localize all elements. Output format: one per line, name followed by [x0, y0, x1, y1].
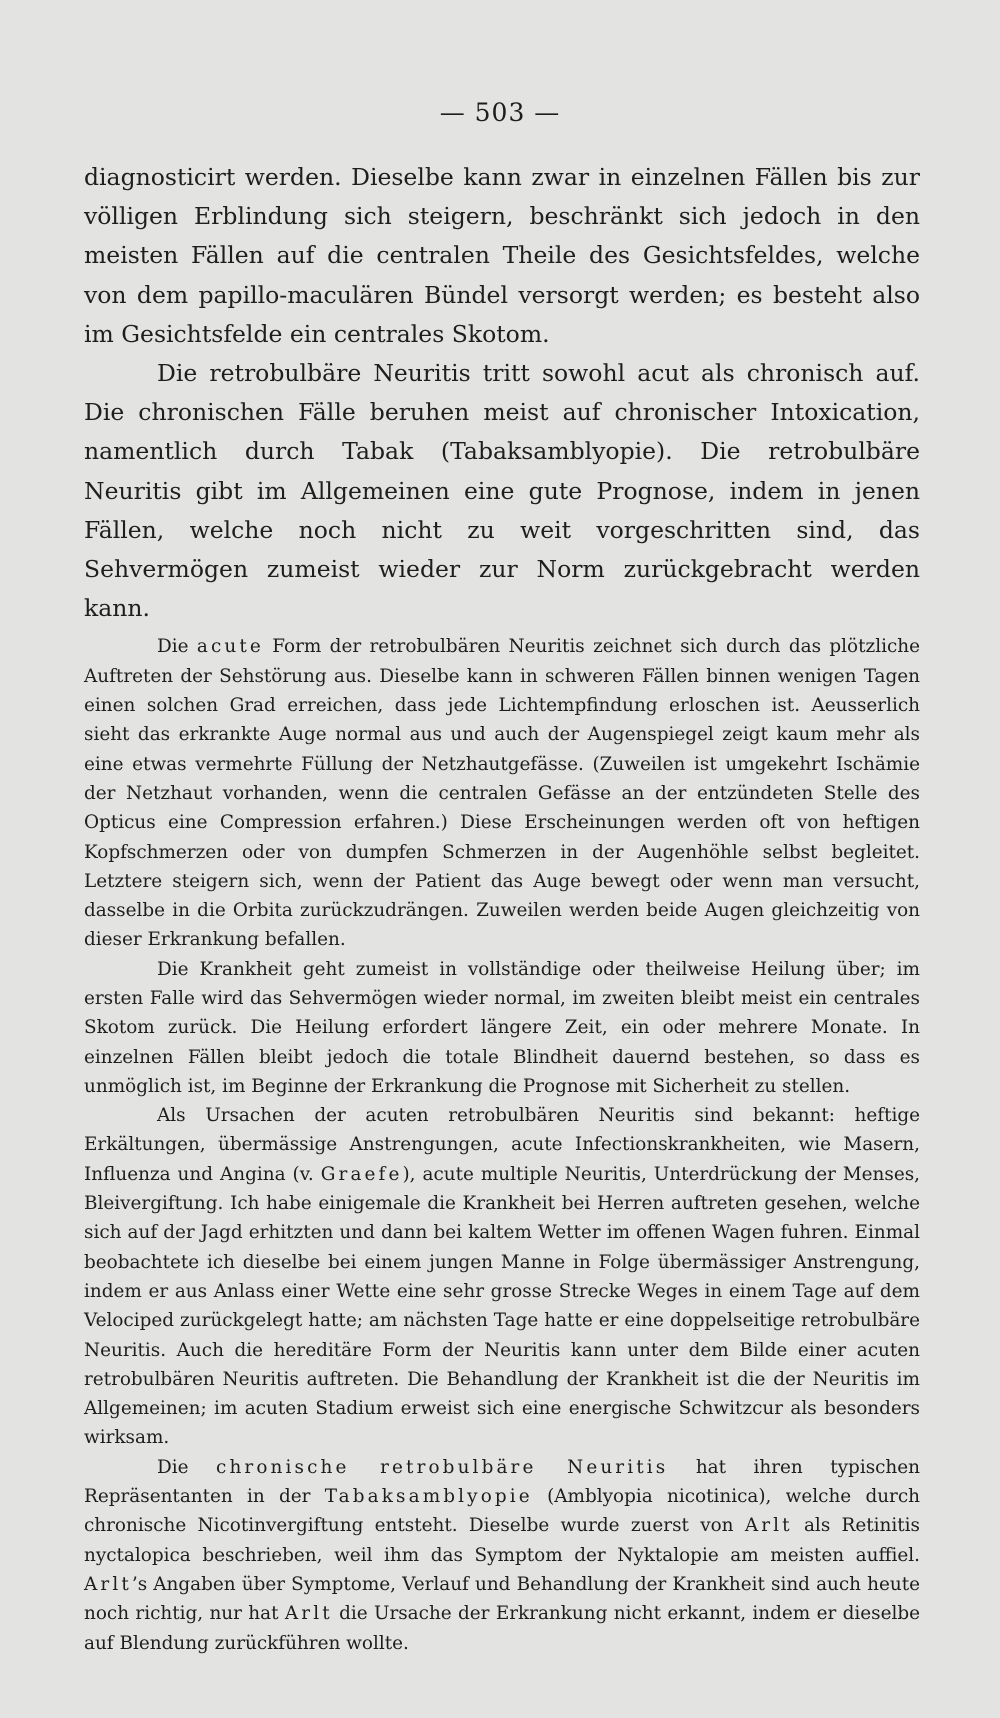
paragraph-diagnosis: diagnosticirt werden. Dieselbe kann zwar in einzelnen Fällen bis zur völligen Erblindung sich steigern, beschränkt sich jedoch in den meisten Fällen auf die centralen Theile des Gesichtsfeldes, welche von dem papillo-maculären Bündel versorgt werden; es besteht also im Gesichtsfelde ein centrales Skotom. — [84, 163, 920, 348]
page-body — [84, 158, 920, 1658]
text-run: die Ursache der Erkrankung nicht erkannt, indem er dieselbe auf Blendung zurückführen wollte. — [84, 1603, 920, 1654]
small-print-section — [84, 632, 920, 1657]
text-run: Form der retrobulbären Neuritis zeichnet sich durch das plötzliche Auftreten der Sehstörung aus. Dieselbe kann in schweren Fällen binnen wenigen Tagen einen solchen Grad erreichen, dass jede Lichtempfindung erloschen ist. Aeusserlich sieht das erkrankte Auge normal aus und auch der Augenspiegel zeigt kaum mehr als eine etwas vermehrte Füllung der Netzhautgefässe. (Zuweilen ist umgekehrt Ischämie der Netzhaut vorhanden, wenn die centralen Gefässe an der entzündeten Stelle des Opticus eine Compression erfahren.) Diese Erscheinungen werden oft von heftigen Kopfschmerzen oder von dumpfen Schmerzen in der Augenhöhle selbst begleitet. Letztere steigern sich, wenn der Patient das Auge bewegt oder wenn man versucht, dasselbe in die Orbita zurückzudrängen. Zuweilen werden beide Augen gleichzeitig von dieser Erkrankung befallen. — [84, 636, 920, 951]
text-run: Die — [157, 1456, 217, 1478]
spaced-name-arlt: Arlt — [744, 1515, 793, 1537]
text-run: Als Ursachen der acuten retrobulbären Neuritis sind bekannt: heftige Erkältungen, übermässige Anstrengungen, acute Infectionskrankheiten, wie Masern, Influenza und Angina (v. — [84, 1105, 920, 1185]
spaced-name-arlt: Arlt — [284, 1603, 333, 1625]
spaced-term-tabaksamblyopie: Tabaksamblyopie — [324, 1486, 533, 1508]
spaced-name-graefe: Graefe — [320, 1163, 403, 1185]
text-run: hat ihren typischen Repräsentanten in der — [84, 1456, 921, 1508]
paragraph-chronic-form — [84, 1453, 920, 1658]
paragraph-retrobulbar-neuritis: Die retrobulbäre Neuritis tritt sowohl acut als chronisch auf. Die chronischen Fälle beruhen meist auf chronischer Intoxication, namentlich durch Tabak (Tabaksamblyopie). Die retrobulbäre Neuritis gibt im Allgemeinen eine gute Prognose, indem in jenen Fällen, welche noch nicht zu weit vorgeschritten sind, das Sehvermögen zumeist wieder zur Norm zurückgebracht werden kann. — [84, 359, 920, 623]
page-number: — 503 — — [439, 98, 561, 127]
paragraph-causes — [84, 1101, 920, 1453]
text-run: ’s Angaben über Symptome, Verlauf und Behandlung der Krankheit sind auch heute noch richtig, nur hat — [84, 1573, 920, 1625]
spaced-name-arlt: Arlt — [84, 1573, 132, 1595]
spaced-term-chronic: chronische retrobulbäre Neuritis — [216, 1456, 669, 1478]
paragraph-healing: Die Krankheit geht zumeist in vollständige oder theilweise Heilung über; im ersten Falle wird das Sehvermögen wieder normal, im zweiten bleibt meist ein centrales Skotom zurück. Die Heilung erfordert längere Zeit, ein oder mehrere Monate. In einzelnen Fällen bleibt jedoch die totale Blindheit dauernd bestehen, so dass es unmöglich ist, im Beginne der Erkrankung die Prognose mit Sicherheit zu stellen. — [84, 958, 920, 1097]
spaced-term-acute: acute — [196, 636, 264, 658]
large-print-section — [84, 158, 920, 628]
text-run: als Retinitis nyctalopica beschrieben, weil ihm das Symptom der Nyktalopie am meisten auffiel. — [84, 1515, 920, 1566]
text-run: Die — [157, 636, 197, 658]
text-run: (Amblyopia nicotinica), welche durch chronische Nicotinvergiftung entsteht. Dieselbe wurde zuerst von — [84, 1486, 920, 1537]
paragraph-acute-form — [84, 632, 920, 954]
text-run: ), acute multiple Neuritis, Unterdrückung der Menses, Bleivergiftung. Ich habe einigemale die Krankheit bei Herren auftreten gesehen, welche sich auf der Jagd erhitzten und dann bei kaltem Wetter im offenen Wagen fuhren. Einmal beobachtete ich dieselbe bei einem jungen Manne in Folge übermässiger Anstrengung, indem er aus Anlass einer Wette eine sehr grosse Strecke Weges in einem Tage auf dem Velociped zurückgelegt hatte; am nächsten Tage hatte er eine doppelseitige retrobulbäre Neuritis. Auch die hereditäre Form der Neuritis kann unter dem Bilde einer acuten retrobulbären Neuritis auftreten. Die Behandlung der Krankheit ist die der Neuritis im Allgemeinen; im acuten Stadium erweist sich eine energische Schwitzcur als besonders wirksam. — [84, 1163, 920, 1449]
